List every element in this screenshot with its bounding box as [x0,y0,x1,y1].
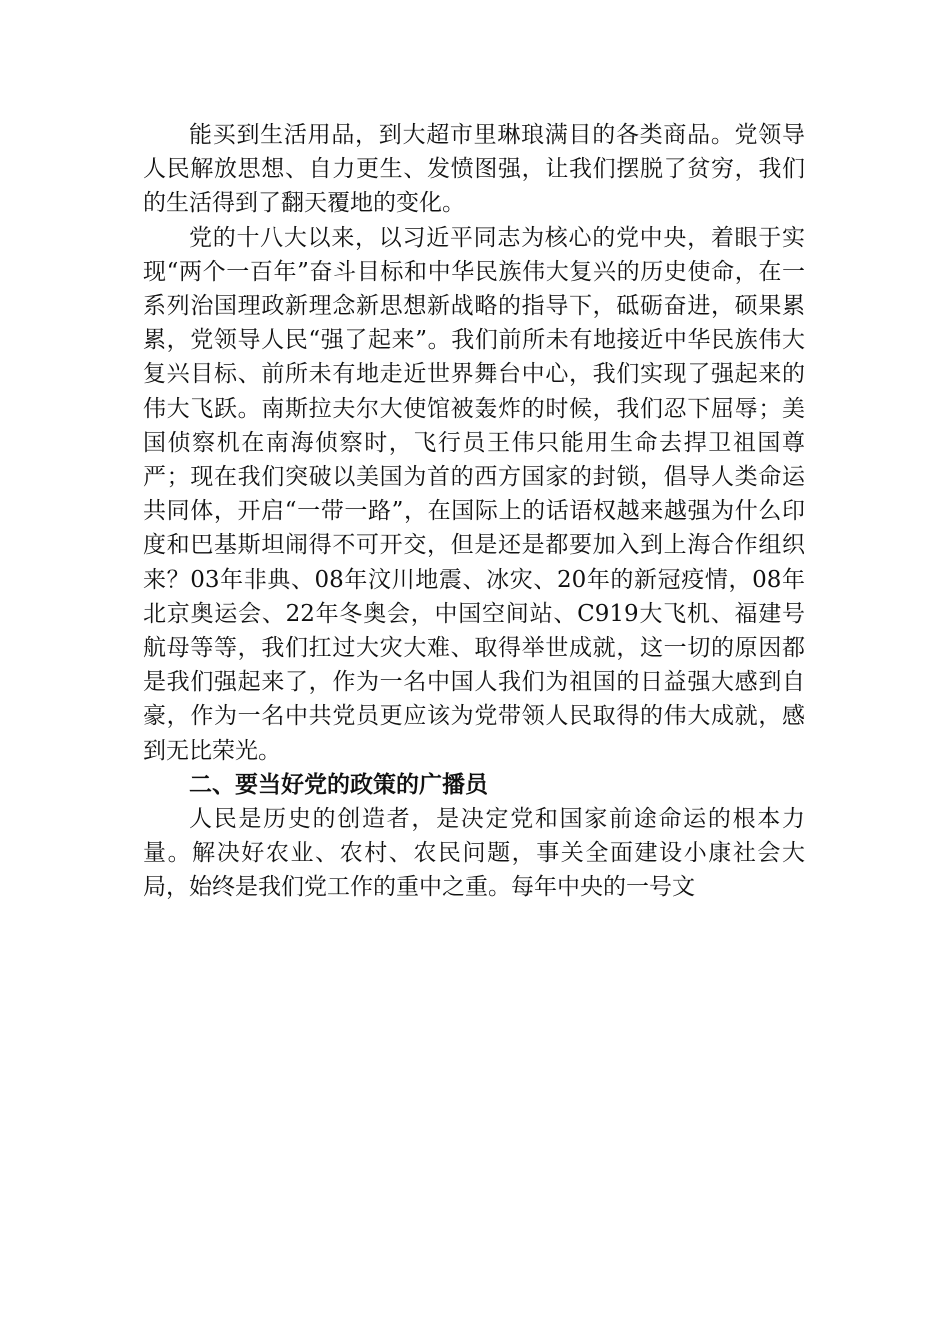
document-body [143,118,805,905]
paragraph-people-history: 人民是历史的创造者，是决定党和国家前途命运的根本力量。解决好农业、农村、农民问题，事关全面建设小康社会大局，始终是我们党工作的重中之重。每年中央的一号文 [143,806,805,901]
section-heading: 二、要当好党的政策的广播员 [189,771,488,798]
paragraph-becoming-strong: 党的十八大以来，以习近平同志为核心的党中央，着眼于实现“两个一百年”奋斗目标和中华民族伟大复兴的历史使命，在一系列治国理政新理念新思想新战略的指导下，砥砺奋进，硕果累累，党领导人民“强了起来”。我们前所未有地接近中华民族伟大复兴目标、前所未有地走近世界舞台中心，我们实现了强起来的伟大飞跃。南斯拉夫尔大使馆被轰炸的时候，我们忍下屈辱；美国侦察机在南海侦察时，飞行员王伟只能用生命去捍卫祖国尊严；现在我们突破以美国为首的西方国家的封锁，倡导人类命运共同体，开启“一带一路”，在国际上的话语权越来越强为什么印度和巴基斯坦闹得不可开交，但是还是都要加入到上海合作组织来？03年非典、08年汶川地震、冰灾、20年的新冠疫情，08年北京奥运会、22年冬奥会，中国空间站、C919大飞机、福建号航母等等，我们扛过大灾大难、取得举世成就，这一切的原因都是我们强起来了，作为一名中国人我们为祖国的日益强大感到自豪，作为一名中共党员更应该为党带领人民取得的伟大成就，感到无比荣光。 [143,224,805,764]
paragraph-living-changes: 能买到生活用品，到大超市里琳琅满目的各类商品。党领导人民解放思想、自力更生、发愤图强，让我们摆脱了贫穷，我们的生活得到了翻天覆地的变化。 [143,122,805,217]
